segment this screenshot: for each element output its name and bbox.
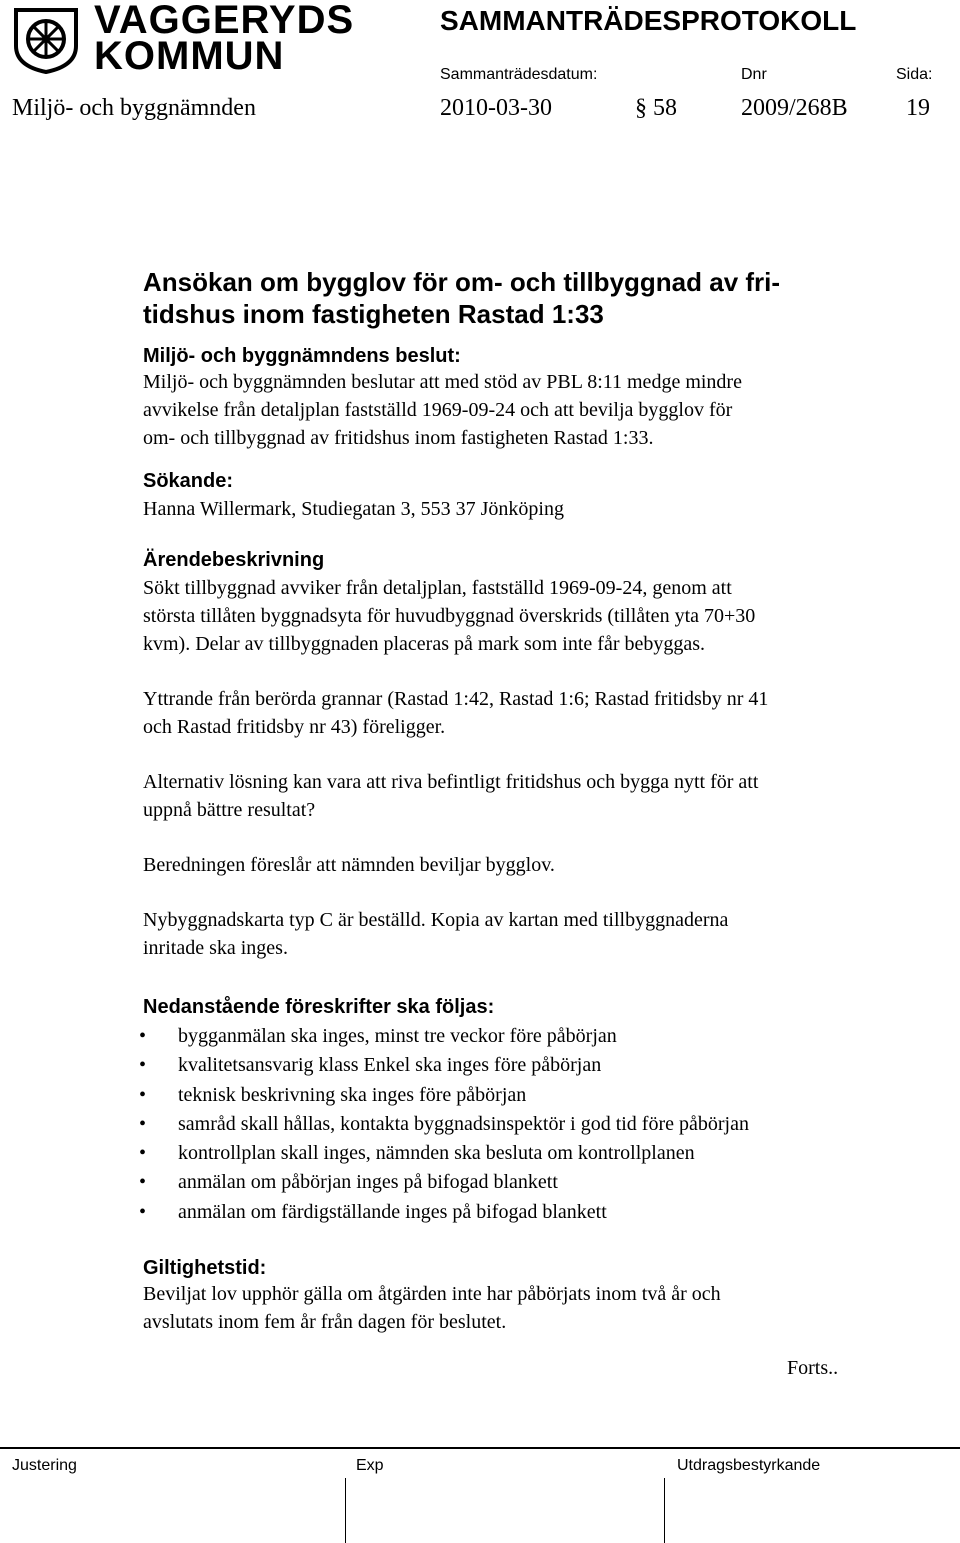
alternative-text [143,768,923,824]
list-item-text: anmälan om färdigställande inges på bifogad blankett [178,1200,607,1223]
description-line: kvm). Delar av tillbyggnaden placeras på mark som inte får bebyggas. [143,633,706,655]
list-item-text: kvalitetsansvarig klass Enkel ska inges före påbörjan [178,1054,602,1077]
signature-field-divider [664,1478,665,1543]
page-title [143,266,923,330]
list-item-text: samråd skall hållas, kontakta byggnadsinspektör i god tid före påbörjan [178,1112,749,1135]
list-item-text: kontrollplan skall inges, nämnden ska besluta om kontrollplanen [178,1142,695,1165]
page-number: 19 [906,95,930,121]
list-item [139,1198,923,1227]
utdragsbestyrkande-label: Utdragsbestyrkande [677,1457,821,1474]
section-number: 58 [653,95,677,121]
list-item [139,1022,923,1051]
neighbours-line: och Rastad fritidsby nr 43) föreligger. [143,716,446,738]
validity-heading: Giltighetstid: [143,1257,267,1280]
list-item [139,1051,923,1080]
list-item [139,1081,923,1110]
bullet: • [139,1171,147,1194]
validity-line: avslutats inom fem år från dagen för beslutet. [143,1311,507,1334]
description-line: Sökt tillbyggnad avviker från detaljplan, fastställd 1969-09-24, genom att [143,577,732,599]
validity-text [143,1280,923,1336]
continued-marker: Forts.. [787,1357,839,1379]
decision-line: om- och tillbyggnad av fritidshus inom fastigheten Rastad 1:33. [143,427,654,449]
logo-text-line1: VAGGERYDS [94,0,355,42]
description-heading: Ärendebeskrivning [143,549,325,571]
neighbours-text [143,685,923,741]
proposal-text: Beredningen föreslår att nämnden beviljar bygglov. [143,854,555,876]
page-label: Sida: [896,66,933,83]
justering-label: Justering [12,1457,77,1474]
section-sign: § [635,95,647,121]
bullet: • [139,1200,147,1223]
decision-text [143,368,923,452]
board-name: Miljö- och byggnämnden [12,95,256,121]
dnr-label: Dnr [741,66,767,83]
requirements-heading: Nedanstående föreskrifter ska följas: [143,996,495,1018]
map-line: Nybyggnadskarta typ C är beställd. Kopia av kartan med tillbyggnaderna [143,909,729,931]
map-text [143,906,923,962]
bullet: • [139,1083,147,1106]
document-type: SAMMANTRÄDESPROTOKOLL [440,5,857,36]
document-body [139,266,923,1336]
municipality-seal-icon [12,6,80,74]
bullet: • [139,1025,147,1047]
applicant-text: Hanna Willermark, Studiegatan 3, 553 37 Jönköping [143,498,564,520]
list-item [139,1110,923,1139]
list-item [139,1139,923,1168]
validity-line: Beviljat lov upphör gälla om åtgärden inte har påbörjats inom två år och [143,1283,721,1306]
bullet: • [139,1112,147,1135]
bullet: • [139,1142,147,1165]
meeting-date-value: 2010-03-30 [440,95,552,121]
map-line: inritade ska inges. [143,937,288,959]
decision-line: avvikelse från detaljplan fastställd 1969-09-24 och att bevilja bygglov för [143,399,733,421]
logo-text-line2: KOMMUN [94,34,285,78]
list-item-text: teknisk beskrivning ska inges före påbörjan [178,1083,527,1106]
neighbours-line: Yttrande från berörda grannar (Rastad 1:42, Rastad 1:6; Rastad fritidsby nr 41 [143,688,769,710]
list-item [139,1168,923,1197]
decision-heading: Miljö- och byggnämndens beslut: [143,345,461,367]
title-line-1: Ansökan om bygglov för om- och tillbyggnad av fri- [143,267,781,297]
alternative-line: uppnå bättre resultat? [143,799,316,821]
alternative-line: Alternativ lösning kan vara att riva befintligt fritidshus och bygga nytt för att [143,771,759,793]
decision-line: Miljö- och byggnämnden beslutar att med stöd av PBL 8:11 medge mindre [143,371,742,393]
title-line-2: tidshus inom fastigheten Rastad 1:33 [143,299,604,329]
signature-field-divider [345,1478,346,1543]
applicant-heading: Sökande: [143,470,234,492]
bullet: • [139,1054,147,1077]
exp-label: Exp [356,1457,384,1474]
meeting-date-label: Sammanträdesdatum: [440,66,598,83]
description-text [143,574,923,658]
footer-divider [0,1447,960,1449]
list-item-text: bygganmälan ska inges, minst tre veckor före påbörjan [178,1025,617,1047]
description-line: största tillåten byggnadsyta för huvudbyggnad överskrids (tillåten yta 70+30 [143,605,756,627]
requirements-list [139,1022,923,1227]
dnr-value: 2009/268B [741,95,848,121]
list-item-text: anmälan om påbörjan inges på bifogad blankett [178,1171,558,1194]
